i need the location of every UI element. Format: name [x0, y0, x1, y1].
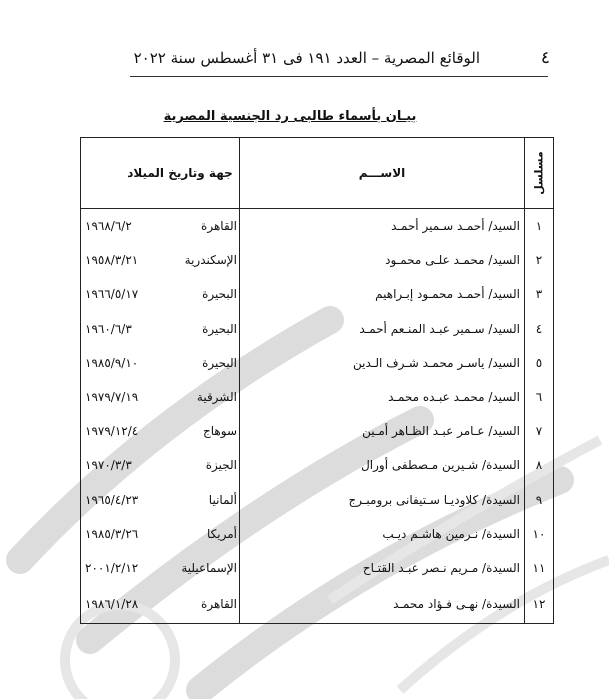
table-row	[81, 312, 554, 346]
birth-place: الشرقية	[196, 390, 237, 405]
birth-place: البحيرة	[202, 287, 237, 302]
table-row	[81, 414, 554, 448]
header-rule	[130, 76, 548, 77]
row-name: السيد/ عـامر عبـد الظـاهر أمـين	[240, 414, 525, 448]
table-row	[81, 585, 554, 624]
names-table	[80, 137, 554, 624]
row-name: السيد/ أحمـد محمـود إبـراهيم	[240, 277, 525, 311]
row-serial: ٤	[525, 312, 554, 346]
table-row	[81, 243, 554, 277]
birth-date: ١٩٦٠/٦/٣	[85, 321, 132, 336]
row-name: السيد/ ياسـر محمـد شـرف الـدين	[240, 346, 525, 380]
table-row	[81, 551, 554, 585]
table-row	[81, 209, 554, 244]
table-row	[81, 277, 554, 311]
row-birth	[81, 483, 240, 517]
row-birth	[81, 448, 240, 482]
page-number: ٤	[540, 48, 550, 68]
publication-title: الوقائع المصرية – العدد ١٩١ فى ٣١ أغسطس سنة ٢٠٢٢	[133, 49, 480, 67]
row-serial: ٩	[525, 483, 554, 517]
row-serial: ٣	[525, 277, 554, 311]
row-birth	[81, 585, 240, 624]
table-header-row	[81, 138, 554, 209]
row-name: السيدة/ نهـى فـؤاد محمـد	[240, 585, 525, 624]
birth-date: ١٩٧٩/٧/١٩	[85, 390, 139, 405]
row-birth	[81, 517, 240, 551]
table-row	[81, 346, 554, 380]
birth-date: ١٩٦٦/٥/١٧	[85, 287, 139, 302]
row-birth	[81, 551, 240, 585]
row-serial: ١	[525, 209, 554, 244]
table-row	[81, 380, 554, 414]
row-birth	[81, 277, 240, 311]
row-serial: ٨	[525, 448, 554, 482]
birth-place: ألمانيا	[208, 492, 237, 507]
row-serial: ١٠	[525, 517, 554, 551]
row-serial: ٢	[525, 243, 554, 277]
row-name: السيدة/ مـريم نـصر عبـد القتـاح	[240, 551, 525, 585]
row-serial: ٦	[525, 380, 554, 414]
col-serial-header: مسلسل	[525, 138, 554, 209]
page-header	[130, 48, 550, 72]
birth-date: ١٩٨٥/٣/٢٦	[85, 526, 139, 541]
birth-date: ١٩٨٦/١/٢٨	[85, 597, 139, 612]
birth-place: القاهرة	[201, 597, 237, 612]
row-serial: ٧	[525, 414, 554, 448]
row-name: السيد/ أحمـد سـمير أحمـد	[240, 209, 525, 244]
birth-place: الإسكندرية	[184, 253, 237, 268]
birth-place: البحيرة	[202, 321, 237, 336]
row-name: السيدة/ كلاوديـا سـتيفانى برومبـرج	[240, 483, 525, 517]
birth-place: الجيزة	[205, 458, 237, 473]
birth-date: ١٩٦٥/٤/٢٣	[85, 492, 139, 507]
row-birth	[81, 414, 240, 448]
birth-place: سوهاج	[203, 424, 237, 439]
birth-date: ١٩٥٨/٣/٢١	[85, 253, 139, 268]
row-birth	[81, 380, 240, 414]
birth-date: ١٩٨٥/٩/١٠	[85, 355, 139, 370]
birth-date: ١٩٧٠/٣/٣	[85, 458, 132, 473]
row-name: السيدة/ شـيرين مـصطفى أورال	[240, 448, 525, 482]
row-name: السيدة/ نـرمين هاشـم ديـب	[240, 517, 525, 551]
birth-date: ٢٠٠١/٢/١٢	[85, 560, 139, 575]
table-row	[81, 448, 554, 482]
col-name-header: الاســـم	[240, 138, 525, 209]
table-row	[81, 483, 554, 517]
row-birth	[81, 243, 240, 277]
row-birth	[81, 346, 240, 380]
birth-place: القاهرة	[201, 219, 237, 234]
birth-date: ١٩٧٩/١٢/٤	[85, 424, 139, 439]
birth-date: ١٩٦٨/٦/٢	[85, 219, 132, 234]
row-birth	[81, 209, 240, 244]
birth-place: أمريكا	[206, 526, 237, 541]
birth-place: البحيرة	[202, 355, 237, 370]
table-row	[81, 517, 554, 551]
list-title: بيـان بأسماء طالبى رد الجنسية المصرية	[163, 109, 417, 124]
birth-place: الإسماعيلية	[181, 560, 237, 575]
row-name: السيد/ سـمير عبـد المنـعم أحمـد	[240, 312, 525, 346]
row-serial: ١١	[525, 551, 554, 585]
row-name: السيد/ محمـد علـى محمـود	[240, 243, 525, 277]
col-birth-header: جهة وتاريخ الميلاد	[81, 138, 240, 209]
row-name: السيد/ محمـد عبـده محمـد	[240, 380, 525, 414]
row-serial: ١٢	[525, 585, 554, 624]
row-serial: ٥	[525, 346, 554, 380]
row-birth	[81, 312, 240, 346]
